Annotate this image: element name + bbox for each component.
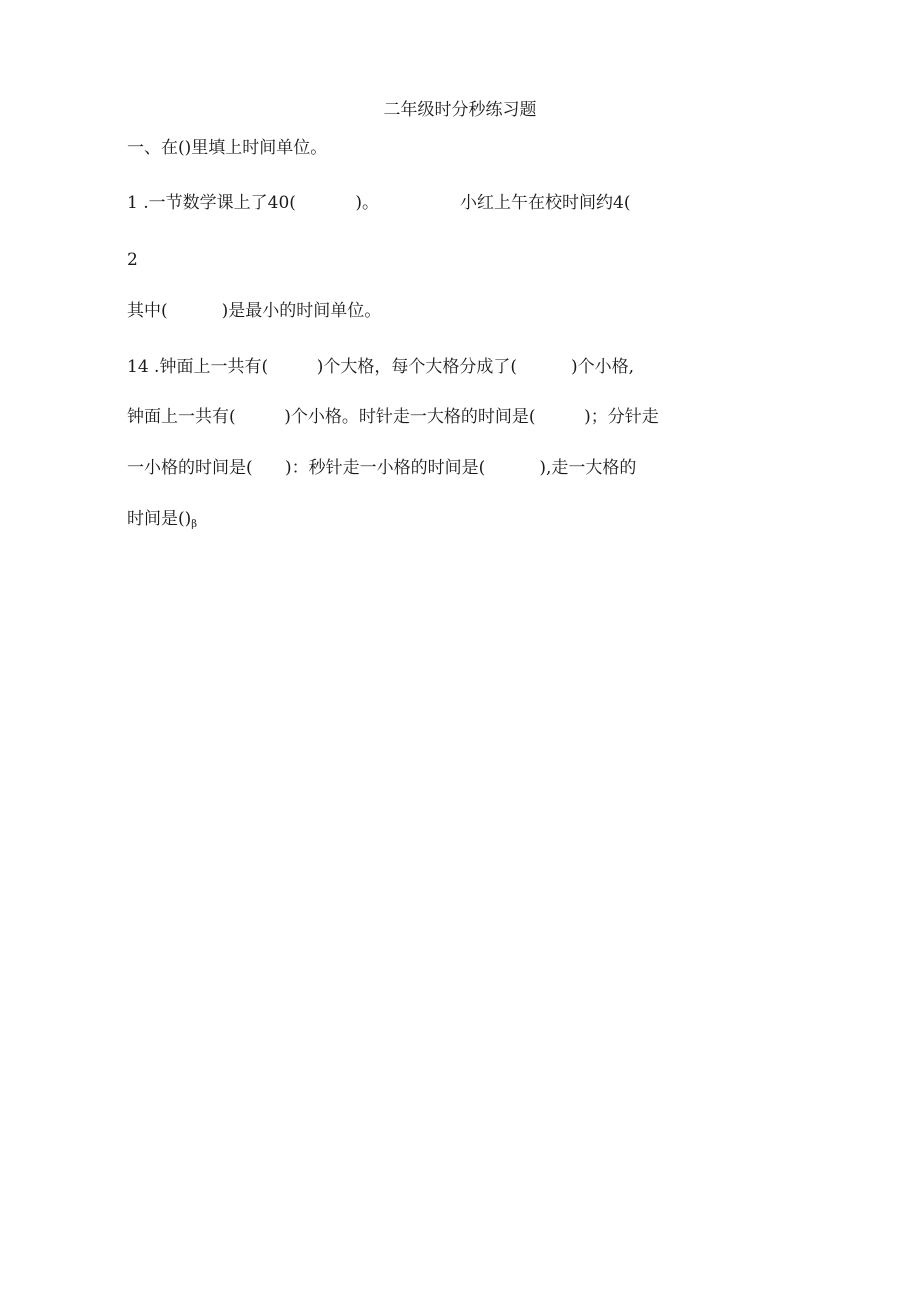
question-2-text: 其中( )是最小的时间单位。 <box>127 301 382 321</box>
question-1-part-a: 1 .一节数学课上了40( )。 <box>127 193 379 213</box>
question-14-line-4-text: 时间是() <box>127 509 192 529</box>
question-14-line-4-mark: β <box>191 519 198 530</box>
question-14-line-1: 14 .钟面上一共有( )个大格，每个大格分成了( )个小格, <box>127 357 635 377</box>
question-14-line-4 <box>127 509 197 535</box>
section-heading: 一、在()里填上时间单位。 <box>127 138 328 158</box>
question-14-line-2: 钟面上一共有( )个小格。时针走一大格的时间是( )；分针走 <box>127 407 659 427</box>
question-14-line-3: 一小格的时间是( )：秒针走一小格的时间是( ),走一大格的 <box>127 458 637 478</box>
question-1-part-b: 小红上午在校时间约4( <box>460 193 631 213</box>
worksheet-title: 二年级时分秒练习题 <box>383 100 537 120</box>
question-2-number: 2 <box>127 250 138 270</box>
